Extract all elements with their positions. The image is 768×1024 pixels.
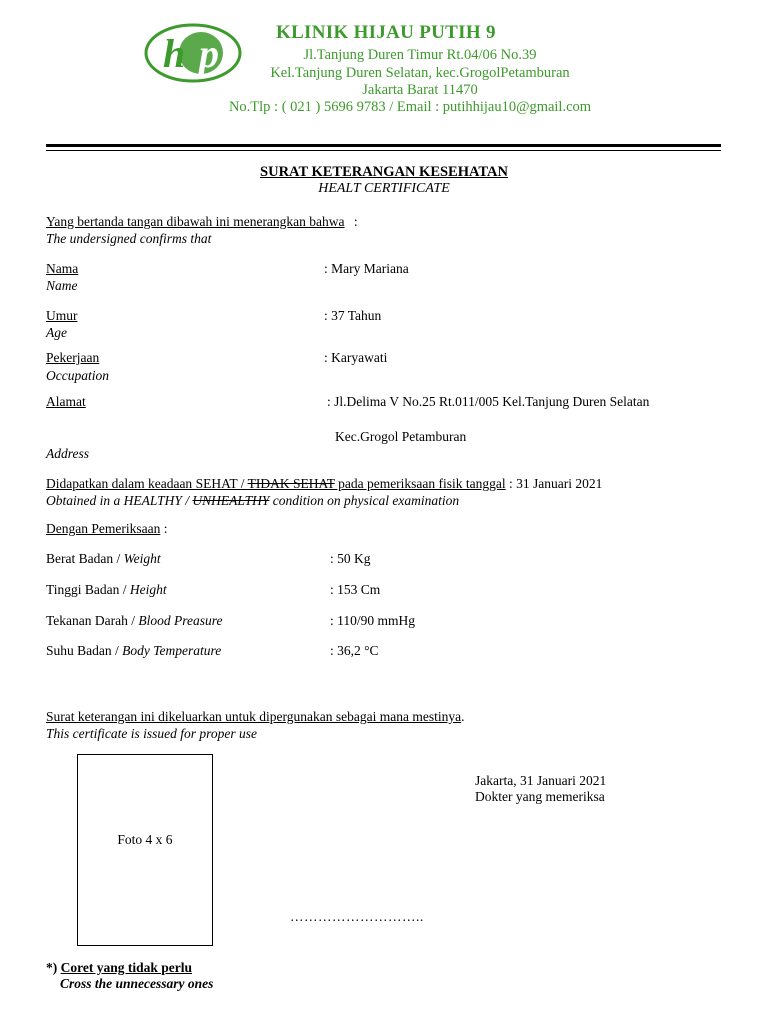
weight-label-id: Berat Badan / [46, 551, 124, 566]
photo-placeholder [77, 754, 213, 946]
occupation-label: Pekerjaan [46, 350, 100, 365]
occupation-value: : Karyawati [324, 350, 388, 365]
address-value-1: : Jl.Delima V No.25 Rt.011/005 Kel.Tanjung Duren Selatan [327, 394, 650, 409]
unhealthy-option-en: UNHEALTHY [192, 493, 270, 508]
exam-date: : 31 Januari 2021 [505, 476, 603, 491]
name-label: Nama [46, 261, 79, 276]
name-value: : Mary Mariana [324, 261, 409, 276]
closing-statement-en: This certificate is issued for proper use [46, 726, 257, 741]
condition-prefix: Didapatkan dalam keadaan [46, 476, 196, 491]
temperature-value: : 36,2 °C [330, 643, 379, 658]
age-label: Umur [46, 308, 78, 323]
condition-line [46, 475, 602, 492]
address-label: Alamat [46, 394, 86, 409]
contact-line: No.Tlp : ( 021 ) 5696 9783 / Email : putihhijau10@gmail.com [228, 99, 592, 115]
height-value: : 153 Cm [330, 582, 381, 597]
unhealthy-option: TIDAK SEHAT [247, 476, 335, 491]
condition-statement [46, 476, 506, 491]
footnote-en: Cross the unnecessary ones [60, 976, 214, 991]
weight-label [46, 550, 161, 567]
svg-text:p: p [199, 31, 219, 76]
condition-slash: / [237, 476, 248, 491]
address-line-1: Jl.Tanjung Duren Timur Rt.04/06 No.39 [303, 47, 537, 63]
blood-pressure-value: : 110/90 mmHg [330, 613, 416, 628]
header-rule-thick [46, 144, 721, 147]
address-line-2: Kel.Tanjung Duren Selatan, kec.GrogolPetamburan [270, 65, 570, 81]
photo-label: Foto 4 x 6 [117, 832, 173, 847]
weight-value: : 50 Kg [330, 551, 371, 566]
footnote-text: Coret yang tidak perlu [60, 960, 193, 975]
intro-text-en: The undersigned confirms that [46, 231, 212, 246]
temperature-label-en: Body Temperature [122, 643, 222, 658]
signature-line: ……………………….. [290, 909, 424, 924]
temperature-label [46, 642, 221, 659]
condition-suffix: pada pemeriksaan fisik tanggal [334, 476, 506, 491]
blood-pressure-label-id: Tekanan Darah / [46, 613, 139, 628]
condition-line-en [46, 492, 459, 509]
exam-heading: Dengan Pemeriksaan [46, 521, 161, 536]
occupation-label-en: Occupation [46, 368, 109, 383]
document-subtitle: HEALT CERTIFICATE [318, 181, 450, 196]
exam-heading-colon: : [160, 521, 168, 536]
svg-text:h: h [163, 31, 186, 76]
place-date: Jakarta, 31 Januari 2021 [475, 773, 607, 788]
closing-statement-line [46, 708, 465, 725]
intro-colon: : [353, 214, 358, 229]
address-label-en: Address [46, 446, 89, 461]
temperature-label-id: Suhu Badan / [46, 643, 123, 658]
address-value-2: Kec.Grogol Petamburan [335, 429, 467, 444]
document-title: SURAT KETERANGAN KESEHATAN [260, 164, 508, 180]
blood-pressure-label-en: Blood Preasure [138, 613, 223, 628]
closing-statement-dot: . [461, 709, 465, 724]
age-value: : 37 Tahun [324, 308, 382, 323]
header-rule-thin [46, 150, 721, 151]
intro-line [46, 213, 358, 230]
blood-pressure-label [46, 612, 223, 629]
exam-heading-line [46, 520, 167, 537]
footnote [46, 959, 192, 976]
condition-en-prefix: Obtained in a HEALTHY / [46, 493, 193, 508]
footnote-marker: *) [46, 960, 61, 975]
address-line-3: Jakarta Barat 11470 [362, 82, 478, 98]
clinic-name: KLINIK HIJAU PUTIH 9 [276, 22, 496, 43]
closing-statement: Surat keterangan ini dikeluarkan untuk dipergunakan sebagai mana mestinya [46, 709, 462, 724]
age-label-en: Age [46, 325, 67, 340]
height-label [46, 581, 167, 598]
intro-text: Yang bertanda tangan dibawah ini menerangkan bahwa [46, 214, 345, 229]
healthy-option: SEHAT [195, 476, 238, 491]
height-label-id: Tinggi Badan / [46, 582, 130, 597]
height-label-en: Height [129, 582, 167, 597]
condition-en-suffix: condition on physical examination [269, 493, 460, 508]
name-label-en: Name [46, 278, 78, 293]
doctor-title: Dokter yang memeriksa [475, 789, 605, 804]
weight-label-en: Weight [123, 551, 161, 566]
